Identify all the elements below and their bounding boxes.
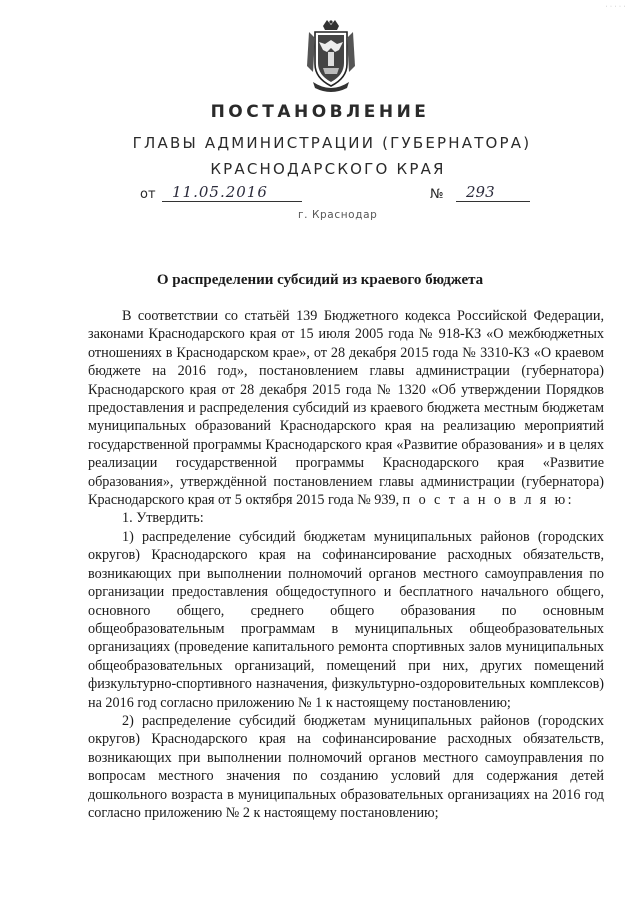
subitem-1: 1) распределение субсидий бюджетам муниципальных районов (городских округов) Краснодарского края на софинансирование расходных обязательств, возникающих при выполнении полномочий органов местного самоуправления по организации предоставления общедоступного и бесплатного начального общего, основного общего, среднего общего образования по основным общеобразовательным программам в муниципальных общеобразовательных организациях (проведение капитального ремонта спортивных залов муниципальных общеобразовательных организаций, помещений при них, других помещений физкультурно-спортивного назначения, физкультурно-оздоровительных комплексов) на 2016 год согласно приложению № 1 к настоящему постановлению; — [88, 528, 604, 711]
subitem-2: 2) распределение субсидий бюджетам муниципальных районов (городских округов) Краснодарского края на софинансирование расходных обязательств, возникающих при выполнении полномочий органов местного самоуправления по вопросам местного значения по созданию условий для содержания детей дошкольного возраста в муниципальных образовательных организациях на 2016 год согласно приложению № 2 к настоящему постановлению; — [88, 712, 604, 821]
date-underline — [162, 201, 302, 202]
issue-city: г. Краснодар — [298, 209, 378, 221]
resolve-word: п о с т а н о в л я ю: — [402, 492, 574, 509]
region-heading: КРАСНОДАРСКОГО КРАЯ — [210, 160, 446, 178]
coat-of-arms-icon — [301, 18, 361, 94]
preamble-text: В соответствии со статьёй 139 Бюджетного кодекса Российской Федерации, законами Краснодарского края от 15 июля 2005 года № 918-КЗ «О межбюджетных отношениях в Краснодарском крае», от 28 декабря 2015 года № 3310-КЗ «О краевом бюджете на 2016 год», постановлением главы администрации (губернатора) Краснодарского края от 28 декабря 2015 года № 1320 «Об утверждении Порядков предоставления и распределения субсидий из краевого бюджета местным бюджетам муниципальных образований Краснодарского края на реализацию мероприятий государственной программы Краснодарского края «Развитие образования» и в целях реализации государственной программы Краснодарского края «Развитие образования», утверждённой постановлением главы администрации (губернатора) Краснодарского края от 5 октября 2015 года № 939, — [88, 308, 604, 509]
date-number-row — [140, 183, 540, 209]
number-underline — [456, 201, 530, 202]
date-label: от — [140, 187, 156, 202]
issuer-heading: ГЛАВЫ АДМИНИСТРАЦИИ (ГУБЕРНАТОРА) — [132, 134, 532, 152]
corner-mark: · · · · · — [605, 4, 626, 10]
number-label: № — [430, 187, 444, 202]
document-title: О распределении субсидий из краевого бюджета — [156, 272, 484, 288]
item-1: 1. Утвердить: — [122, 510, 204, 527]
document-number: 293 — [466, 183, 495, 201]
document-body — [88, 307, 604, 822]
doc-type-heading: ПОСТАНОВЛЕНИЕ — [210, 102, 430, 122]
document-date: 11.05.2016 — [172, 183, 268, 201]
preamble-paragraph — [88, 307, 604, 509]
